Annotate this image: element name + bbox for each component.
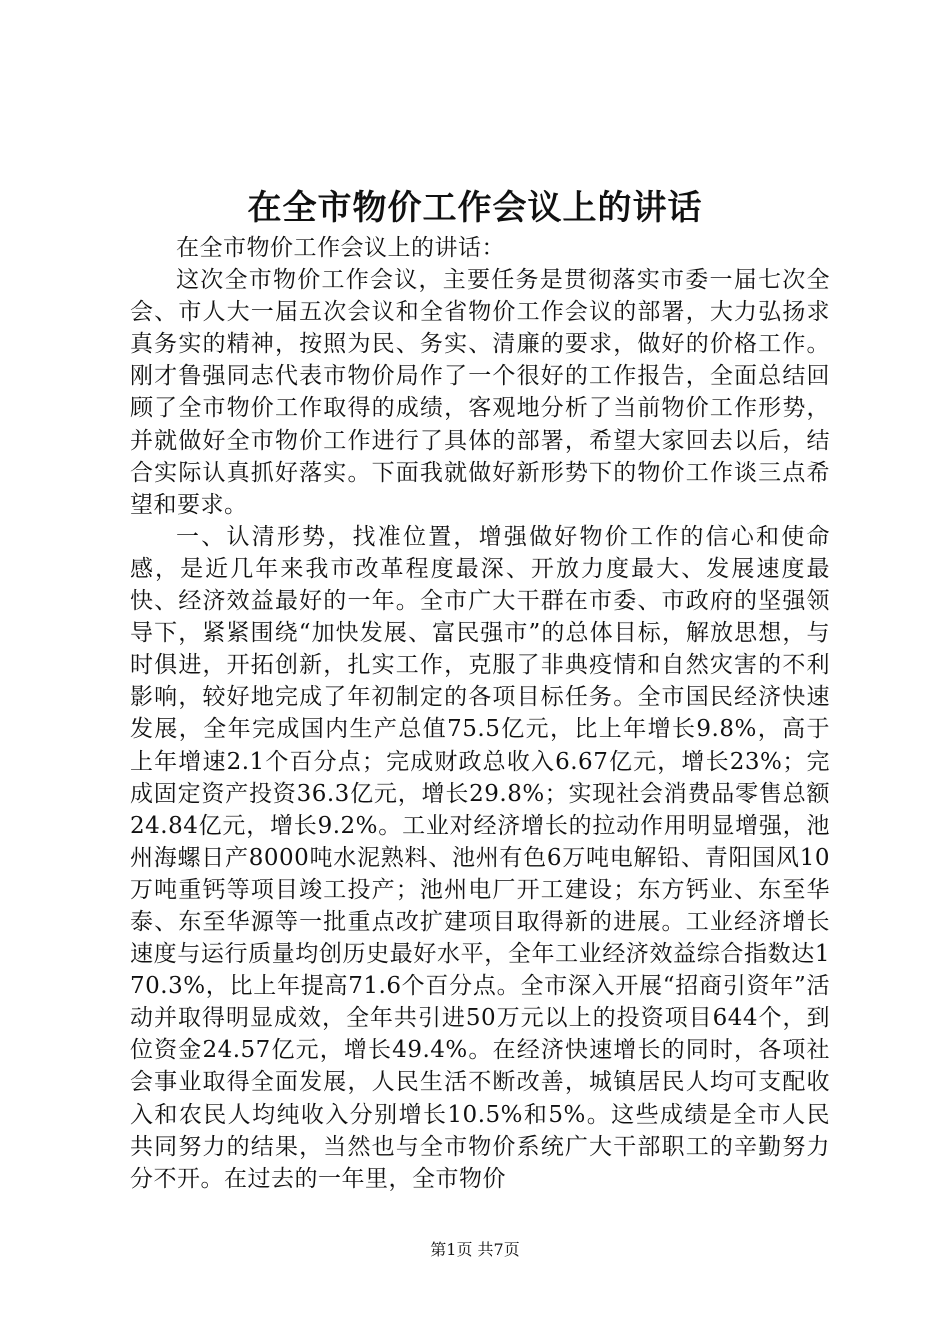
paragraph-section-one: 一、认清形势，找准位置，增强做好物价工作的信心和使命感，是近几年来我市改革程度最深、开放力度最大、发展速度最快、经济效益最好的一年。全市广大干群在市委、市政府的坚强领导下，紧紧围绕“加快发展、富民强市”的总体目标，解放思想，与时俱进，开拓创新，扎实工作，克服了非典疫情和自然灾害的不利影响，较好地完成了年初制定的各项目标任务。全市国民经济快速发展，全年完成国内生产总值75.5亿元，比上年增长9.8%，高于上年增速2.1个百分点；完成财政总收入6.67亿元，增长23%；完成固定资产投资36.3亿元，增长29.8%；实现社会消费品零售总额24.84亿元，增长9.2%。工业对经济增长的拉动作用明显增强，池州海螺日产8000吨水泥熟料、池州有色6万吨电解铅、青阳国风10万吨重钙等项目竣工投产；池州电厂开工建设；东方钙业、东至华泰、东至华源等一批重点改扩建项目取得新的进展。工业经济增长速度与运行质量均创历史最好水平，全年工业经济效益综合指数达170.3%，比上年提高71.6个百分点。全市深入开展“招商引资年”活动并取得明显成效，全年共引进50万元以上的投资项目644个，到位资金24.57亿元，增长49.4%。在经济快速增长的同时，各项社会事业取得全面发展，人民生活不断改善，城镇居民人均可支配收入和农民人均纯收入分别增长10.5%和5%。这些成绩是全市人民共同努力的结果，当然也与全市物价系统广大干部职工的辛勤努力分不开。在过去的一年里，全市物价 (130, 523, 830, 1192)
paragraph-intro: 这次全市物价工作会议，主要任务是贯彻落实市委一届七次全会、市人大一届五次会议和全省物价工作会议的部署，大力弘扬求真务实的精神，按照为民、务实、清廉的要求，做好的价格工作。刚才鲁强同志代表市物价局作了一个很好的工作报告，全面总结回顾了全市物价工作取得的成绩，客观地分析了当前物价工作形势，并就做好全市物价工作进行了具体的部署，希望大家回去以后，结合实际认真抓好落实。下面我就做好新形势下的物价工作谈三点希望和要求。 (130, 267, 830, 518)
document-body (130, 232, 830, 1195)
page-number-footer: 第1页 共7页 (430, 1240, 520, 1259)
paragraph-salutation: 在全市物价工作会议上的讲话： (176, 235, 505, 261)
document-title: 在全市物价工作会议上的讲话 (247, 188, 703, 228)
